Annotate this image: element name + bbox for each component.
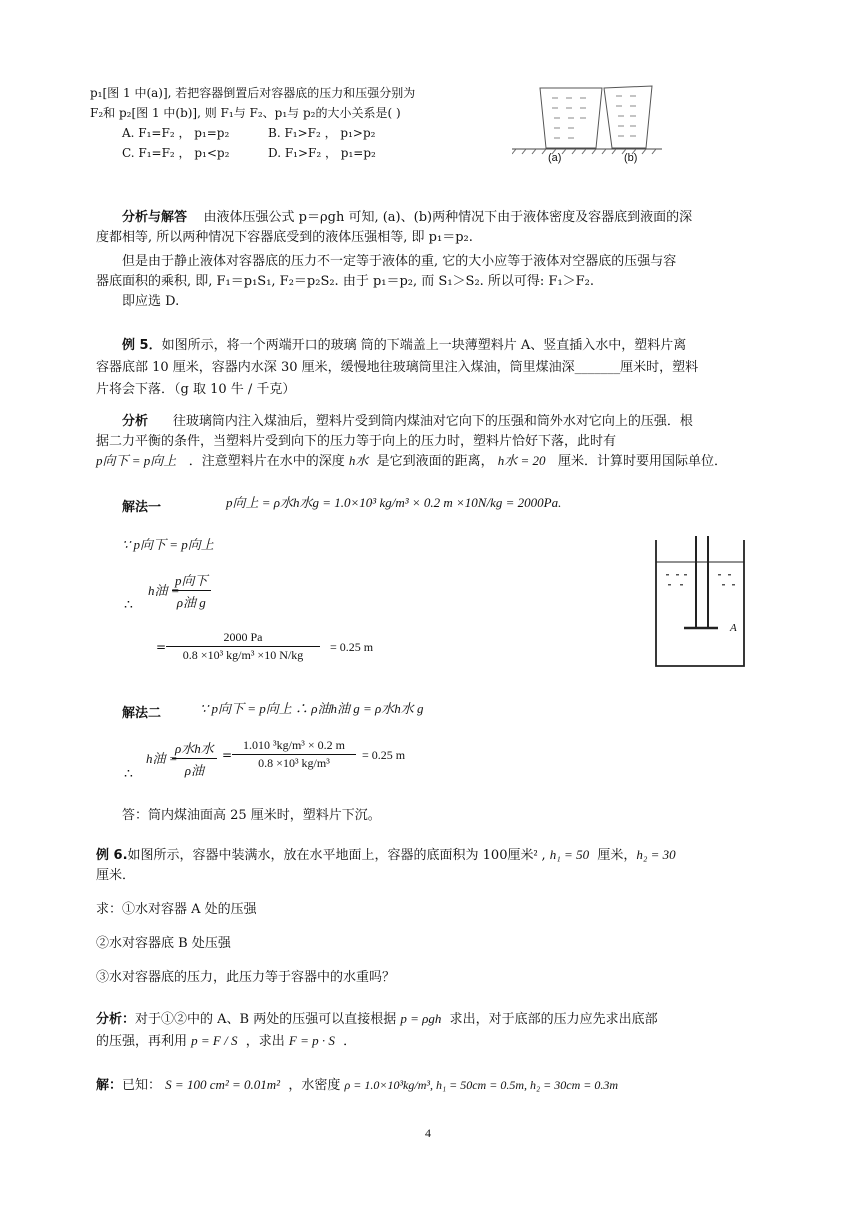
solution2-fraction-3 xyxy=(172,738,217,779)
example6-analysis-label: 分析： xyxy=(96,1012,136,1027)
option-b: B. F₁>F₂ ， p₁>p₂ xyxy=(268,126,376,140)
analysis-label: 分析与解答 xyxy=(122,210,188,225)
example5-line-3: 片将会下落．（g 取 10 牛 / 千克） xyxy=(96,382,296,397)
figure-label-b: (b) xyxy=(624,152,638,164)
formula-p-f-over-s: p = F / S xyxy=(191,1033,238,1048)
example6-label: 例 6. xyxy=(96,848,128,863)
analysis-paragraph-2a: 但是由于静止液体对容器底的压力不一定等于液体的重, 它的大小应等于液体对空器底的压强与容 xyxy=(122,254,677,269)
page-number: 4 xyxy=(425,1126,431,1140)
fraction1-denominator: ρ油 g xyxy=(176,595,206,610)
example6-solution-label: 解： xyxy=(96,1078,123,1093)
question-line-1: p₁[图 1 中(a)], 若把容器倒置后对容器底的压力和压强分别为 xyxy=(90,86,416,100)
unit-square-cm: 厘米² xyxy=(507,847,538,862)
example6-analysis-text-2c: ． xyxy=(343,1034,357,1049)
example5-line-1 xyxy=(122,334,686,353)
solution2-label: 解法二 xyxy=(122,706,162,721)
option-a: A. F₁=F₂ ， p₁=p₂ xyxy=(122,126,230,140)
given-area: S = 100 cm² = 0.01m² xyxy=(165,1077,281,1092)
example6-line-1: 例 6.如图所示，容器中装满水，放在水平地面上，容器的底面积为 100厘米² , h₁ = 50 厘米，h₂ = 30 xyxy=(96,847,676,863)
solution1-because: ∵ p向下 = p向上 xyxy=(122,537,214,552)
option-d: D. F₁>F₂ ， p₁=p₂ xyxy=(268,146,376,160)
therefore-symbol-1: ∴ xyxy=(124,597,133,613)
example6-solution xyxy=(96,1074,618,1093)
solution2-result: = 0.25 m xyxy=(362,748,406,762)
example6-question-3: ③水对容器底的压力，此压力等于容器中的水重吗？ xyxy=(96,970,396,985)
solution1-fraction-2 xyxy=(166,630,320,663)
example5-analysis-2: 据二力平衡的条件，当塑料片受到向下的压力等于向上的压力时，塑料片恰好下落，此时有 xyxy=(96,434,617,449)
example5-analysis-text-3a: ．注意塑料片在水中的深度 xyxy=(188,454,345,469)
analysis-paragraph-2b: 器底面积的乘积, 即, F₁＝p₁S₁, F₂＝p₂S₂. 由于 p₁＝p₂, 而 S₁＞S₂. 所以可得: F₁＞F₂. xyxy=(96,274,595,289)
solution1-result: = 0.25 m xyxy=(330,640,374,654)
symbol-h2-30: h₂ = 30 xyxy=(636,847,676,862)
example6-question-1: 求：①水对容器 A 处的压强 xyxy=(96,902,257,917)
fraction3-denominator: ρ油 xyxy=(184,763,204,778)
example6-analysis-1 xyxy=(96,1008,658,1027)
figure-glass-tube-in-container xyxy=(652,536,748,670)
analysis-conclusion: 即应选 D. xyxy=(122,294,180,309)
example5-analysis-3 xyxy=(96,450,727,469)
solution2-equation: ∵ p向下 = p向上 ∴ ρ油h油 g = ρ水h水 g xyxy=(200,701,424,716)
solution2-eq-sign: = xyxy=(222,748,233,762)
example5-answer: 答：筒内煤油面高 25 厘米时，塑料片下沉。 xyxy=(122,808,381,823)
solution2-fraction-4 xyxy=(232,738,356,771)
formula-p-rho-g-h: p = ρgh xyxy=(400,1011,442,1026)
example5-text-1: 如图所示，将一个两端开口的玻璃 筒的下端盖上一块薄塑料片 A、竖直插入水中，塑料片离 xyxy=(161,338,687,353)
equation-h-water-20: h水 = 20 xyxy=(497,453,546,468)
formula-f-p-s: F = p · S xyxy=(288,1033,335,1048)
solution1-label: 解法一 xyxy=(122,500,162,515)
example6-analysis-text-2a: 的压强，再利用 xyxy=(96,1034,188,1049)
figure-containers-ab xyxy=(512,82,662,168)
analysis-text-1a: 由液体压强公式 p＝ρgh 可知, (a)、(b)两种情况下由于液体密度及容器底到液面的深 xyxy=(203,210,693,225)
solution1-eq-sign: = xyxy=(156,640,167,654)
example6-analysis-text-1a: 对于①②中的 A、B 两处的压强可以直接根据 xyxy=(135,1012,397,1027)
example5-label: 例 5． xyxy=(122,338,162,353)
example5-line-2: 容器底部 10 厘米，容器内水深 30 厘米，缓慢地往玻璃筒里注入煤油，筒里煤油深_______厘米时，塑料 xyxy=(96,360,699,375)
example6-solution-text-a: 已知： xyxy=(122,1078,162,1093)
example5-analysis-label: 分析 xyxy=(122,414,149,429)
fraction3-numerator: ρ水h水 xyxy=(172,738,217,759)
figure-label-a: (a) xyxy=(548,152,562,164)
example6-text-cm: 厘米， xyxy=(597,848,637,863)
example5-analysis-text-3b: 是它到液面的距离， xyxy=(376,454,494,469)
question-line-2: F₂和 p₂[图 1 中(b)], 则 F₁与 F₂、p₁与 p₂的大小关系是( ) xyxy=(90,106,401,120)
example5-analysis-text-3c: 厘米．计算时要用国际单位． xyxy=(557,454,727,469)
figure-label-a-plate: A xyxy=(730,622,737,634)
example6-question-2: ②水对容器底 B 处压强 xyxy=(96,936,231,951)
solution1-h-oil: h油 = xyxy=(148,583,180,598)
fraction1-numerator: p向下 xyxy=(172,570,211,591)
given-density-heights: ρ = 1.0×10³kg/m³, h₁ = 50cm = 0.5m, h₂ = 30cm = 0.3m xyxy=(344,1078,619,1092)
solution1-fraction-1 xyxy=(172,570,211,611)
solution2-h-oil: h油 = xyxy=(146,751,178,766)
example6-analysis-text-1b: 求出，对于底部的压力应先求出底部 xyxy=(449,1012,658,1027)
fraction2-numerator: 2000 Pa xyxy=(166,630,320,647)
example6-analysis-text-2b: ，求出 xyxy=(245,1034,285,1049)
solution1-equation: p向上 = ρ水h水g = 1.0×10³ kg/m³ × 0.2 m ×10N/kg = 2000Pa. xyxy=(226,495,562,510)
fraction4-denominator: 0.8 ×10³ kg/m³ xyxy=(258,756,330,770)
option-c: C. F₁=F₂ ， p₁<p₂ xyxy=(122,146,230,160)
example6-analysis-2 xyxy=(96,1030,356,1049)
fraction2-denominator: 0.8 ×10³ kg/m³ ×10 N/kg xyxy=(182,648,304,662)
example6-text-1: 如图所示，容器中装满水，放在水平地面上，容器的底面积为 100 xyxy=(127,848,508,863)
therefore-symbol-2: ∴ xyxy=(124,766,133,782)
symbol-h-water: h水 xyxy=(348,453,369,468)
symbol-h1-50: h₁ = 50 xyxy=(549,847,590,862)
equation-p-down-equals-p-up: p向下 = p向上 xyxy=(96,453,177,468)
example6-line-2: 厘米． xyxy=(96,868,136,883)
fraction4-numerator: 1.010 ³kg/m³ × 0.2 m xyxy=(232,738,356,755)
example5-analysis-1 xyxy=(122,410,693,429)
example6-solution-text-b: ，水密度 xyxy=(288,1078,341,1093)
example5-analysis-text-1: 往玻璃筒内注入煤油后，塑料片受到筒内煤油对它向下的压强和筒外水对它向上的压强．根 xyxy=(172,414,693,429)
analysis-paragraph-1b: 度都相等, 所以两种情况下容器底受到的液体压强相等, 即 p₁＝p₂. xyxy=(96,230,473,245)
analysis-paragraph-1a xyxy=(122,206,692,225)
